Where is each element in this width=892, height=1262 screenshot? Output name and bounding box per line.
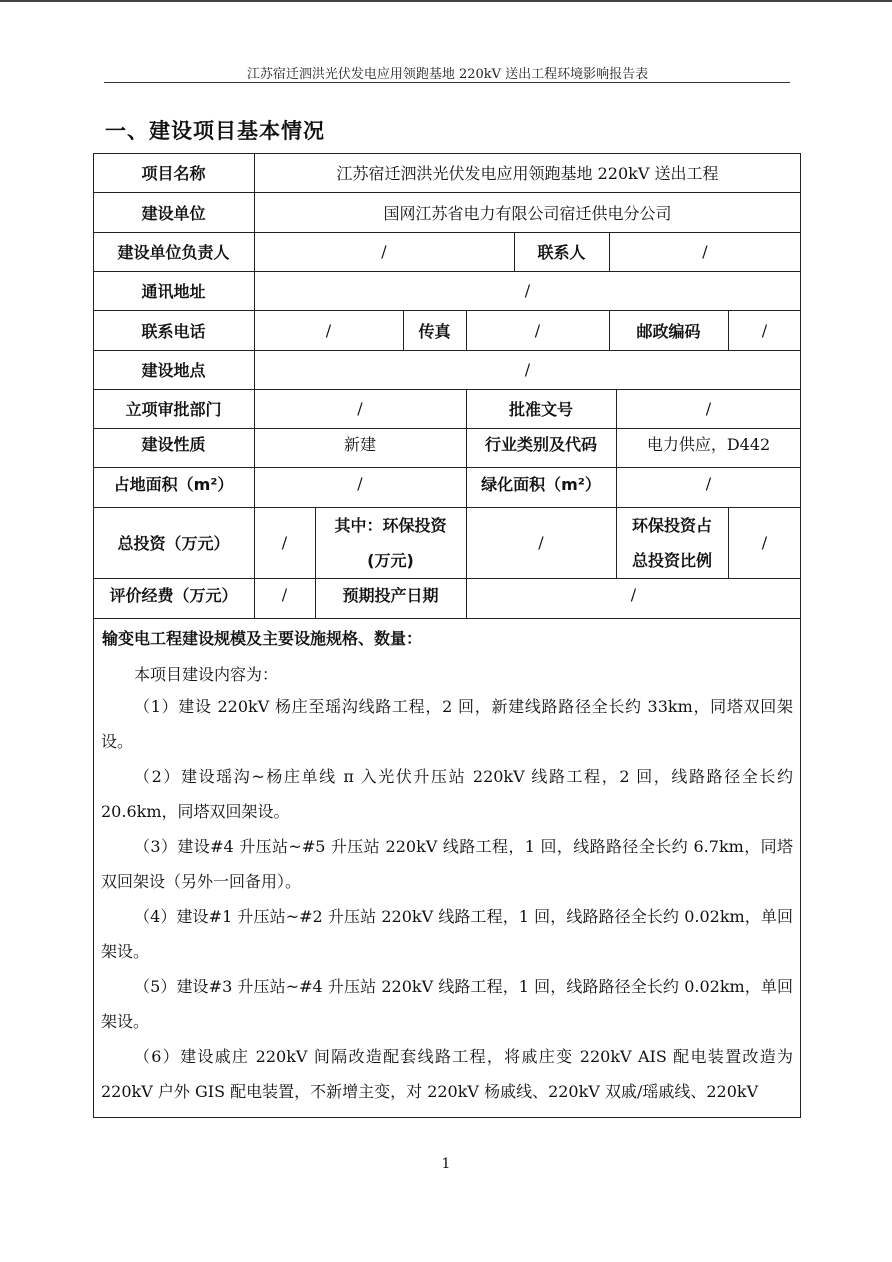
env-invest-label-line1: 其中：环保投资 — [334, 515, 447, 535]
green-area-value: / — [705, 473, 712, 493]
description-item-1: （1）建设 220kV 杨庄至瑶沟线路工程，2 回，新建线路路径全长约 33km，同塔双回架设。 — [101, 697, 793, 751]
phone-value: / — [325, 320, 332, 340]
eval-fee-value: / — [281, 584, 288, 604]
builder-value: 国网江苏省电力有限公司宿迁供电分公司 — [383, 203, 672, 223]
address-value: / — [524, 281, 531, 300]
env-invest-label-line2: (万元) — [367, 550, 414, 570]
contact-label: 联系人 — [537, 243, 586, 262]
env-invest-label — [315, 507, 466, 578]
nature-label: 建设性质 — [141, 435, 206, 454]
running-header: 江苏宿迁泗洪光伏发电应用领跑基地 220kV 送出工程环境影响报告表 — [246, 67, 649, 82]
approval-dept-value: / — [357, 399, 363, 418]
approval-dept-label: 立项审批部门 — [125, 400, 222, 419]
env-ratio-value: / — [761, 533, 768, 552]
site-value: / — [524, 360, 531, 379]
page-number: 1 — [441, 1156, 451, 1172]
description-item-4: （4）建设#1 升压站~#2 升压站 220kV 线路工程，1 回，线路路径全长约 0.02km，单回架设。 — [101, 907, 793, 961]
contact-value: / — [702, 242, 708, 261]
nature-value: 新建 — [343, 435, 376, 454]
project-name-value: 江苏宿迁泗洪光伏发电应用领跑基地 220kV 送出工程 — [336, 164, 719, 183]
approval-no-value: / — [705, 399, 712, 418]
start-date-label: 预期投产日期 — [342, 585, 439, 605]
project-name-label: 项目名称 — [141, 164, 206, 183]
legal-rep-label: 建设单位负责人 — [117, 243, 230, 262]
industry-value: 电力供应，D442 — [646, 435, 771, 454]
header-rule — [104, 82, 790, 83]
address-label: 通讯地址 — [141, 282, 206, 301]
eval-fee-label: 评价经费（万元） — [109, 585, 238, 605]
top-border — [0, 0, 892, 2]
start-date-value: / — [630, 584, 637, 604]
description-title: 输变电工程建设规模及主要设施规格、数量： — [102, 629, 423, 648]
description-intro: 本项目建设内容为： — [134, 665, 279, 684]
env-ratio-label — [616, 507, 728, 578]
description-item-6: （6）建设戚庄 220kV 间隔改造配套线路工程，将戚庄变 220kV AIS 配电装置改造为 220kV 户外 GIS 配电装置，不新增主变，对 220kV 杨戚线、220kV 双戚/瑶戚线、220kV — [101, 1047, 793, 1101]
approval-no-label: 批准文号 — [508, 400, 573, 419]
total-invest-label: 总投资（万元） — [117, 534, 230, 553]
env-ratio-label-line2: 总投资比例 — [631, 550, 712, 570]
legal-rep-value: / — [381, 242, 387, 261]
env-ratio-label-line1: 环保投资占 — [631, 515, 712, 535]
description-item-3: （3）建设#4 升压站~#5 升压站 220kV 线路工程，1 回，线路路径全长约 6.7km，同塔双回架设（另外一回备用）。 — [101, 837, 793, 891]
builder-label: 建设单位 — [141, 203, 206, 223]
green-area-label: 绿化面积（m²） — [481, 474, 601, 494]
total-invest-value: / — [281, 533, 288, 552]
postcode-value: / — [761, 320, 768, 340]
fax-value: / — [534, 320, 541, 340]
env-invest-value: / — [538, 533, 544, 552]
phone-label: 联系电话 — [141, 321, 206, 341]
postcode-label: 邮政编码 — [636, 321, 701, 341]
description-item-5: （5）建设#3 升压站~#4 升压站 220kV 线路工程，1 回，线路路径全长约 0.02km，单回架设。 — [101, 977, 793, 1031]
land-area-value: / — [357, 473, 363, 493]
industry-label: 行业类别及代码 — [484, 435, 597, 454]
section-title: 一、建设项目基本情况 — [105, 119, 325, 143]
site-label: 建设地点 — [141, 361, 206, 380]
land-area-label: 占地面积（m²） — [113, 474, 234, 494]
row-divider — [93, 618, 801, 619]
description-item-2: （2）建设瑶沟~杨庄单线 π 入光伏升压站 220kV 线路工程，2 回，线路路径全长约 20.6km，同塔双回架设。 — [101, 767, 793, 821]
fax-label: 传真 — [418, 321, 451, 341]
